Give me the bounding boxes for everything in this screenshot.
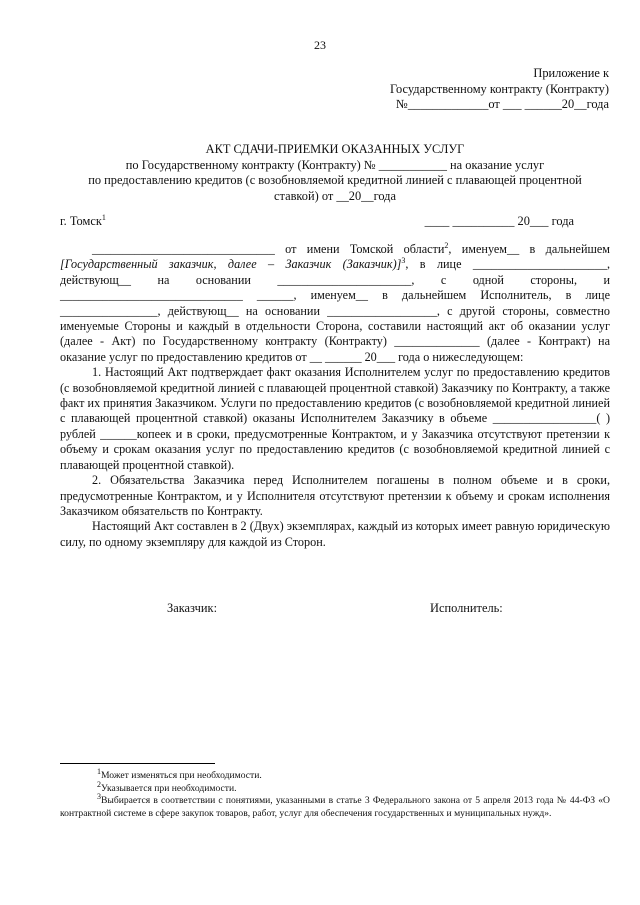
- footnote-ref-3: 3: [401, 256, 406, 266]
- title-line-1: АКТ СДАЧИ-ПРИЕМКИ ОКАЗАННЫХ УСЛУГ: [205, 142, 465, 156]
- city: г. Томск$^1$: [60, 212, 106, 228]
- paragraph-clause-1: 1. Настоящий Акт подтверждает факт оказания Исполнителем услуг по предоставлению кредитов (с возобновляемой кредитной линией с плавающей процентной ставкой) Заказчику по Контракту, а также факт их принятия Заказчиком. Услуги по предоставлению кредитов (с возобновляемой кредитной линией с плавающей процентной ставкой) оказаны Исполнителем Заказчику в объеме _________________( ) рублей ______копеек и в сроки, предусмотренные Контрактом, и у Заказчика отсутствуют претензии к объему и срокам оказания услуг по предоставлению кредитов (с возобновляемой кредитной линией с плавающей процентной ставкой).: [60, 365, 610, 472]
- title-line-2: по Государственному контракту (Контракту) № ___________ на оказание услуг: [125, 157, 545, 172]
- title-line-3: по предоставлению кредитов (с возобновляемой кредитной линией с плавающей процентной: [88, 173, 582, 187]
- footnote-1: $^1$Может изменяться при необходимости.: [97, 766, 262, 781]
- page-number: 23: [314, 38, 326, 52]
- appendix-line-2: Государственному контракту (Контракту): [389, 81, 609, 96]
- paragraph-parties: ______________________________ от имени Томской области$^2$, именуем__ в дальнейшем [Государственный заказчик, далее – Заказчик (Заказчик)]$^3$, в лице ______________________, действующ__ на основании ______________________, с одной стороны, и ______________________________ ______, именуем__ в дальнейшем Исполнитель, в лице ________________, действующ__ на основании __________________, с другой стороны, совместно именуемые Стороны и каждый в отдельности Сторона, составили настоящий акт об оказании услуг (далее - Акт) по Государственному контракту (Контракту) ______________ (далее - Контракт) на оказание услуг по предоставлению кредитов от __ ______ 20___ года о нижеследующем:: [60, 240, 610, 364]
- act-date: ____ __________ 20___ года: [424, 214, 574, 228]
- appendix-header: [349, 66, 609, 113]
- signature-customer: Заказчик:: [167, 601, 218, 615]
- document-body: [60, 242, 610, 550]
- customer-designation: [Государственный заказчик, далее – Заказчик (Заказчик)]: [60, 257, 402, 272]
- paragraph-clause-2: 2. Обязательства Заказчика перед Исполнителем погашены в полном объеме и в сроки, предусмотренные Контрактом, и у Исполнителя отсутствуют претензии к объему и срокам исполнения Заказчиком обязательств по Контракту.: [60, 473, 610, 518]
- title-line-4: ставкой) от __20__года: [274, 188, 396, 203]
- footnotes: [60, 766, 610, 820]
- paragraph-copies: Настоящий Акт составлен в 2 (Двух) экземплярах, каждый из которых имеет равную юридическую силу, по одному экземпляру для каждой из Сторон.: [60, 519, 610, 549]
- footnote-3: $^3$Выбирается в соответствии с понятиями, указанными в статье 3 Федерального закона от 5 апреля 2013 года № 44-ФЗ «О контрактной системе в сфере закупок товаров, работ, услуг для обеспечения государственных и муниципальных нужд».: [60, 792, 610, 819]
- appendix-line-3: №_____________от ___ ______20__года: [396, 97, 609, 111]
- footnote-2: $^2$Указывается при необходимости.: [97, 779, 237, 794]
- footnote-ref-2: 2: [444, 240, 449, 250]
- document-title: [60, 142, 610, 204]
- place-date-line: [60, 214, 574, 229]
- appendix-line-1: Приложение к: [533, 66, 609, 80]
- signature-contractor: Исполнитель:: [430, 601, 503, 615]
- footnote-ref-1: 1: [101, 212, 106, 222]
- footnote-separator: [60, 763, 215, 764]
